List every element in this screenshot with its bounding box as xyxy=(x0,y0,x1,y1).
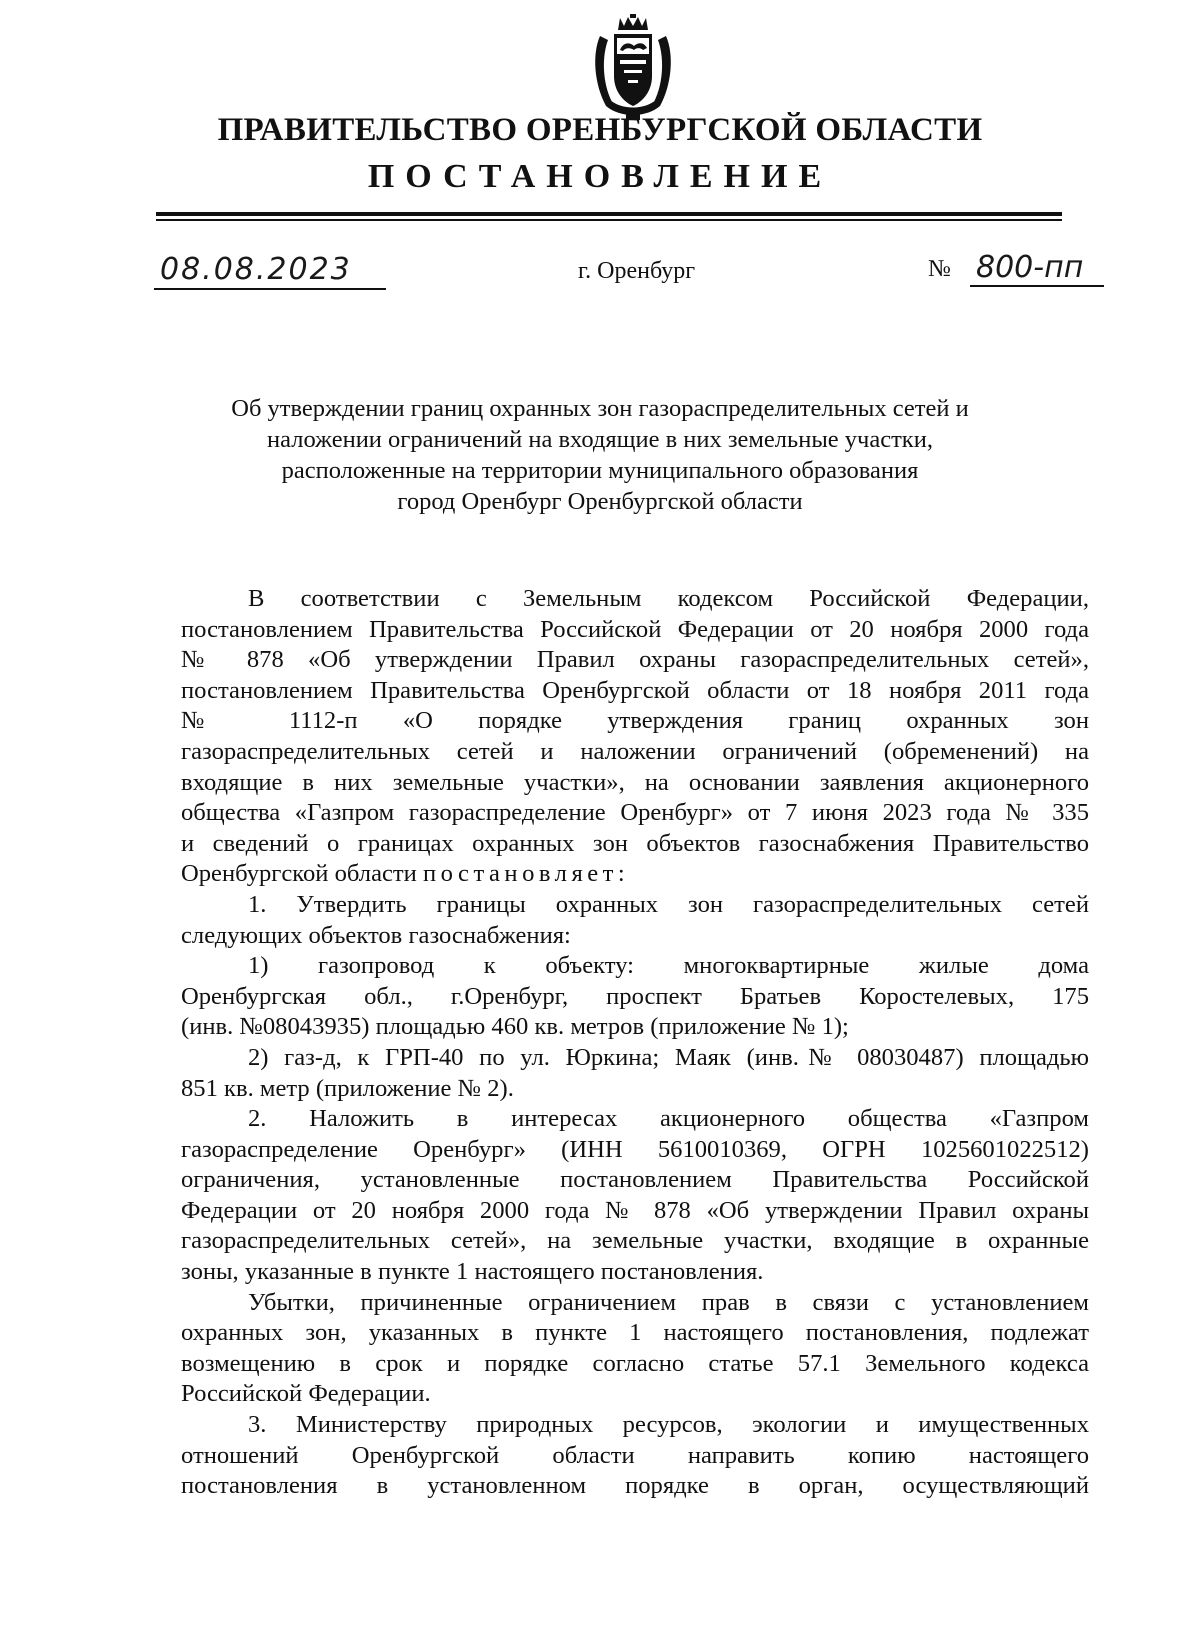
document-type: ПОСТАНОВЛЕНИЕ xyxy=(367,158,833,195)
header-rule-thin xyxy=(156,219,1062,221)
number-underline xyxy=(970,285,1104,287)
body-line: Оренбургская обл., г.Оренбург, проспект Братьев Коростелевых, 175 xyxy=(181,982,1089,1010)
body-line: Российской Федерации. xyxy=(181,1380,431,1408)
number-sign: № xyxy=(928,256,951,282)
resolution-word: постановляет: xyxy=(422,860,630,888)
body-line xyxy=(181,859,1089,890)
body-line: 1) газопровод к объекту: многоквартирные жилые дома xyxy=(248,952,1089,980)
body-line: входящие в них земельные участки», на основании заявления акционерного xyxy=(181,768,1089,796)
date-underline xyxy=(154,288,386,290)
body-line: 3. Министерству природных ресурсов, экологии и имущественных xyxy=(248,1411,1089,1439)
body-line: газораспределительных сетей», на земельные участки, входящие в охранные xyxy=(181,1227,1089,1255)
body-line: № 878 «Об утверждении Правил охраны газораспределительных сетей», xyxy=(181,646,1089,674)
body-line: охранных зон, указанных в пункте 1 настоящего постановления, подлежат xyxy=(181,1319,1089,1347)
body-line: следующих объектов газоснабжения: xyxy=(181,921,571,949)
header-rule-thick xyxy=(156,212,1062,216)
body-line: Федерации от 20 ноября 2000 года № 878 «Об утверждении Правил охраны xyxy=(181,1196,1089,1224)
body-line: Убытки, причиненные ограничением прав в связи с установлением xyxy=(248,1288,1089,1316)
body-line: общества «Газпром газораспределение Оренбург» от 7 июня 2023 года № 335 xyxy=(181,799,1089,827)
body-line: 2. Наложить в интересах акционерного общества «Газпром xyxy=(248,1105,1089,1133)
body-line: 851 кв. метр (приложение № 2). xyxy=(181,1074,514,1102)
title-line: наложении ограничений на входящие в них земельные участки, xyxy=(267,426,933,453)
organization-name: ПРАВИТЕЛЬСТВО ОРЕНБУРГСКОЙ ОБЛАСТИ xyxy=(217,112,983,148)
body-line: постановления в установленном порядке в орган, осуществляющий xyxy=(181,1472,1089,1500)
title-line: расположенные на территории муниципального образования xyxy=(281,457,919,484)
body-line: № 1112-п «О порядке утверждения границ охранных зон xyxy=(181,707,1089,735)
body-line: ограничения, установленные постановлением Правительства Российской xyxy=(181,1166,1089,1194)
document-date: 08.08.2023 xyxy=(160,252,352,287)
body-line: В соответствии с Земельным кодексом Российской Федерации, xyxy=(248,585,1089,612)
body-line: зоны, указанные в пункте 1 настоящего постановления. xyxy=(181,1258,764,1286)
body-line: газораспределение Оренбург» (ИНН 5610010369, ОГРН 1025601022512) xyxy=(181,1135,1089,1163)
body-line: газораспределительных сетей и наложении ограничений (обременений) на xyxy=(181,737,1089,765)
body-line: 1. Утвердить границы охранных зон газораспределительных сетей xyxy=(248,890,1089,918)
body-line: (инв. №08043935) площадью 460 кв. метров (приложение № 1); xyxy=(181,1013,849,1041)
body-line: возмещению в срок и порядке согласно статье 57.1 Земельного кодекса xyxy=(181,1349,1089,1377)
document-city: г. Оренбург xyxy=(578,258,696,284)
title-line: город Оренбург Оренбургской области xyxy=(397,488,803,515)
body-line: постановлением Правительства Российской Федерации от 20 ноября 2000 года xyxy=(181,615,1089,643)
body-line: и сведений о границах охранных зон объектов газоснабжения Правительство xyxy=(181,829,1089,857)
document-body xyxy=(181,584,1089,1502)
body-line: отношений Оренбургской области направить копию настоящего xyxy=(181,1441,1089,1469)
document-title xyxy=(200,393,1000,517)
body-line: 2) газ-д, к ГРП-40 по ул. Юркина; Маяк (инв.№ 08030487) площадью xyxy=(248,1043,1089,1071)
title-line: Об утверждении границ охранных зон газораспределительных сетей и xyxy=(231,395,969,422)
document-number: 800-пп xyxy=(976,250,1084,285)
body-text: Оренбургской области xyxy=(181,860,417,888)
coat-of-arms-icon xyxy=(590,14,676,122)
body-line: постановлением Правительства Оренбургской области от 18 ноября 2011 года xyxy=(181,676,1089,704)
